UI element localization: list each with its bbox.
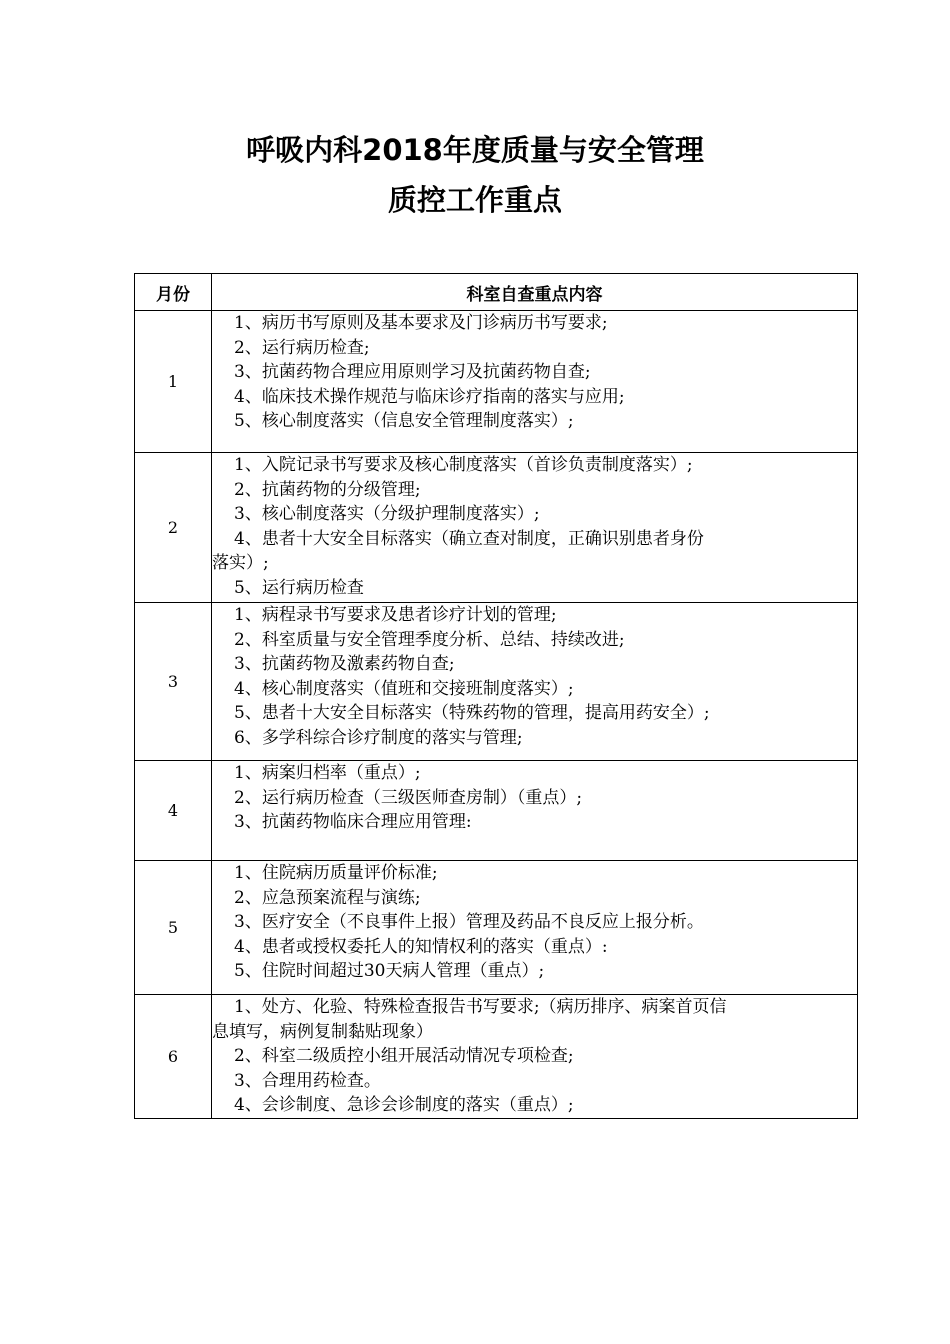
month-cell: 5 bbox=[135, 861, 212, 995]
table-header-row bbox=[135, 274, 858, 311]
content-line: 5、患者十大安全目标落实（特殊药物的管理，提高用药安全）; bbox=[234, 703, 710, 723]
content-line: 5、运行病历检查 bbox=[234, 577, 364, 598]
content-line: 息填写，病例复制黏贴现象） bbox=[212, 1021, 433, 1042]
content-line: 1、入院记录书写要求及核心制度落实（首诊负责制度落实）; bbox=[234, 455, 693, 475]
content-cell bbox=[212, 603, 858, 761]
table-row bbox=[135, 861, 858, 995]
table-row bbox=[135, 453, 858, 603]
table-row bbox=[135, 995, 858, 1119]
table-row bbox=[135, 761, 858, 861]
header-content: 科室自查重点内容 bbox=[212, 274, 858, 311]
content-line: 1、住院病历质量评价标准; bbox=[234, 863, 438, 883]
month-cell: 2 bbox=[135, 453, 212, 603]
content-cell bbox=[212, 453, 858, 603]
content-line: 1、病程录书写要求及患者诊疗计划的管理; bbox=[234, 605, 557, 625]
month-cell: 4 bbox=[135, 761, 212, 861]
content-line: 3、抗菌药物临床合理应用管理: bbox=[234, 812, 472, 832]
content-line: 3、医疗安全（不良事件上报）管理及药品不良反应上报分析。 bbox=[234, 912, 704, 932]
content-line: 4、核心制度落实（值班和交接班制度落实）; bbox=[234, 678, 574, 699]
month-cell: 3 bbox=[135, 603, 212, 761]
content-line: 5、住院时间超过30天病人管理（重点）; bbox=[234, 961, 545, 981]
content-line: 4、患者十大安全目标落实（确立查对制度，正确识别患者身份 bbox=[234, 528, 704, 549]
content-line: 2、运行病历检查; bbox=[234, 337, 370, 358]
content-line: 3、核心制度落实（分级护理制度落实）; bbox=[234, 504, 540, 524]
content-line: 2、应急预案流程与演练; bbox=[234, 887, 421, 908]
content-line: 2、科室质量与安全管理季度分析、总结、持续改进; bbox=[234, 629, 625, 650]
month-cell: 1 bbox=[135, 311, 212, 453]
table-row bbox=[135, 311, 858, 453]
content-line: 落实）; bbox=[212, 553, 269, 573]
content-line: 3、抗菌药物及激素药物自查; bbox=[234, 654, 455, 674]
content-line: 3、抗菌药物合理应用原则学习及抗菌药物自查; bbox=[234, 362, 591, 382]
content-line: 1、病历书写原则及基本要求及门诊病历书写要求; bbox=[234, 313, 608, 333]
content-cell bbox=[212, 995, 858, 1119]
content-line: 4、临床技术操作规范与临床诊疗指南的落实与应用; bbox=[234, 386, 625, 407]
content-cell bbox=[212, 311, 858, 453]
content-line: 5、核心制度落实（信息安全管理制度落实）; bbox=[234, 411, 574, 431]
month-cell: 6 bbox=[135, 995, 212, 1119]
header-month: 月份 bbox=[135, 274, 212, 311]
content-line: 4、患者或授权委托人的知情权利的落实（重点）: bbox=[234, 936, 608, 957]
content-cell bbox=[212, 861, 858, 995]
content-line: 3、合理用药检查。 bbox=[234, 1070, 381, 1091]
content-line: 6、多学科综合诊疗制度的落实与管理; bbox=[234, 727, 523, 748]
content-line: 1、处方、化验、特殊检查报告书写要求;（病历排序、病案首页信 bbox=[234, 997, 727, 1017]
content-line: 2、运行病历检查（三级医师查房制）（重点）; bbox=[234, 787, 583, 808]
table-row bbox=[135, 603, 858, 761]
document-title-line-2: 质控工作重点 bbox=[387, 183, 562, 217]
content-line: 2、抗菌药物的分级管理; bbox=[234, 479, 421, 500]
content-cell bbox=[212, 761, 858, 861]
content-line: 2、科室二级质控小组开展活动情况专项检查; bbox=[234, 1046, 574, 1066]
content-line: 1、病案归档率（重点）; bbox=[234, 763, 421, 783]
content-line: 4、会诊制度、急诊会诊制度的落实（重点）; bbox=[234, 1095, 574, 1115]
quality-plan-table bbox=[134, 273, 858, 1119]
document-title-line-1: 呼吸内科2018年度质量与安全管理 bbox=[246, 133, 704, 167]
